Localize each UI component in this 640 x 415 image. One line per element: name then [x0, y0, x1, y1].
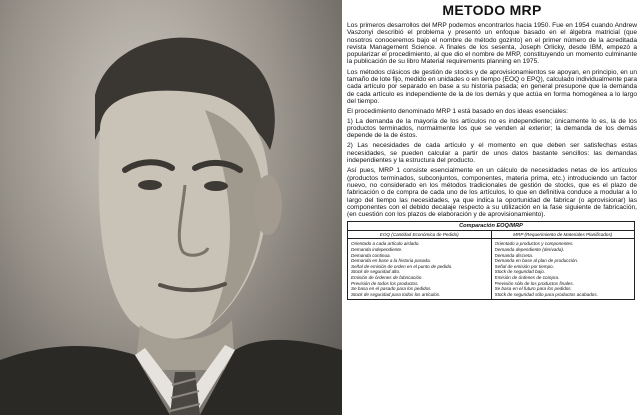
comparison-body	[348, 239, 634, 299]
comparison-header-row	[348, 231, 634, 239]
list-item: Orientado a productos y componentes.	[494, 241, 574, 247]
list-item: Demanda independiente.	[351, 247, 403, 253]
comparison-mrp-list	[492, 239, 635, 299]
paragraph-idea-2: 2) Las necesidades de cada artículo y el momento en que deben ser satisfechas estas necesidades, se pueden calcular a partir de unos datos bastante sencillos: las demandas independientes y la estructura del producto.	[347, 142, 637, 165]
comparison-table	[347, 221, 635, 300]
list-item: Emisión de órdenes de fabricación.	[351, 274, 423, 280]
paragraph-history: Los primeros desarrollos del MRP podemos encontrarlos hacia 1950. Fue en 1954 cuando Andrew Vaszonyi describió el problema y presentó un enfoque basado en el álgebra matricial (que nosotros conoceremos bajo el nombre de método gozinto) en el primer número de la acreditada revista Management Science. A finales de los sesenta, Joseph Orlicky, desde IBM, empezó a popularizar el procedimiento, al que dio el nombre de MRP, constituyendo un momento culminante la publicación de su libro Material requirements planning en 1975.	[347, 22, 637, 66]
paragraph-summary: Así pues, MRP 1 consiste esencialmente en un cálculo de necesidades netas de los artículos (productos terminados, subconjuntos, componentes, materia prima, etc.) introduciendo un factor nuevo, no considerado en los métodos tradicionales de gestión de stocks, que es el plazo de fabricación o de compra de cada uno de los artículos, lo que en definitiva conduce a modular a lo largo del tiempo las necesidades, ya que indica la oportunidad de fabricar (o aprovisionar) las componentes con el debido decalaje respecto a su utilización en la fase siguiente de fabricación, (en cuestión con los plazos de elaboración y de aprovisionamiento).	[347, 167, 637, 219]
list-item: Se basa en el pasado para los pedidos.	[351, 286, 432, 292]
comparison-title: Comparación EOQ/MRP	[348, 222, 634, 231]
list-item: Demanda dependiente (derivada).	[494, 247, 565, 253]
list-item: Demanda en base al plan de producción.	[494, 258, 579, 264]
list-item: Stock de seguridad alto.	[351, 269, 401, 275]
comparison-eoq-list	[348, 239, 492, 299]
comparison-header-eoq: EOQ (Cantidad Económica de Pedido)	[348, 231, 492, 238]
paragraph-idea-1: 1) La demanda de la mayoría de los artículos no es independiente; únicamente lo es, la de los productos terminados, normalmente los que se venden al exterior; la demanda de los demás depende de la de éstos.	[347, 117, 637, 140]
paragraph-classic-methods: Los métodos clásicos de gestión de stocks y de aprovisionamientos se apoyan, en principio, en un tamaño de lote fijo, medido en unidades o en tiempo (EOQ o EPQ), calculado individualmente para cada artículo por separado en base a su historia pasada; en general presupone que la demanda de cada artículo es independiente de la de los demás y que actúa en forma homogénea a lo largo del tiempo.	[347, 68, 637, 105]
list-item: Demanda continua.	[351, 252, 391, 258]
list-item: Señal de emisión por tiempo.	[494, 263, 554, 269]
comparison-header-mrp: MRP (Requerimiento de Materiales Planificados)	[513, 232, 613, 238]
page-title: METODO MRP	[442, 2, 542, 18]
list-item: Orientado a cada artículo aislado.	[351, 241, 420, 247]
list-item: Stock de seguridad bajo.	[494, 269, 546, 275]
list-item: Previsión de todos los productos.	[351, 280, 419, 286]
paragraph-mrp-intro: El procedimiento denominado MRP 1 está basado en dos ideas esenciales:	[347, 108, 568, 116]
text-column	[347, 0, 637, 415]
list-item: Señal de emisión de orden en el punto de pedido.	[351, 263, 453, 269]
list-item: Previsión sólo de los productos finales.	[494, 280, 574, 286]
list-item: Se basa en el futuro para los pedidos.	[494, 286, 572, 292]
list-item: Demanda discreta.	[494, 252, 534, 258]
list-item: Emisión de órdenes de compra.	[494, 274, 560, 280]
list-item: Stock de seguridad para todos los artículos.	[351, 291, 441, 297]
list-item: Stock de seguridad sólo para productos acabados.	[494, 291, 598, 297]
list-item: Demanda en base a la historia pasada.	[351, 258, 431, 264]
